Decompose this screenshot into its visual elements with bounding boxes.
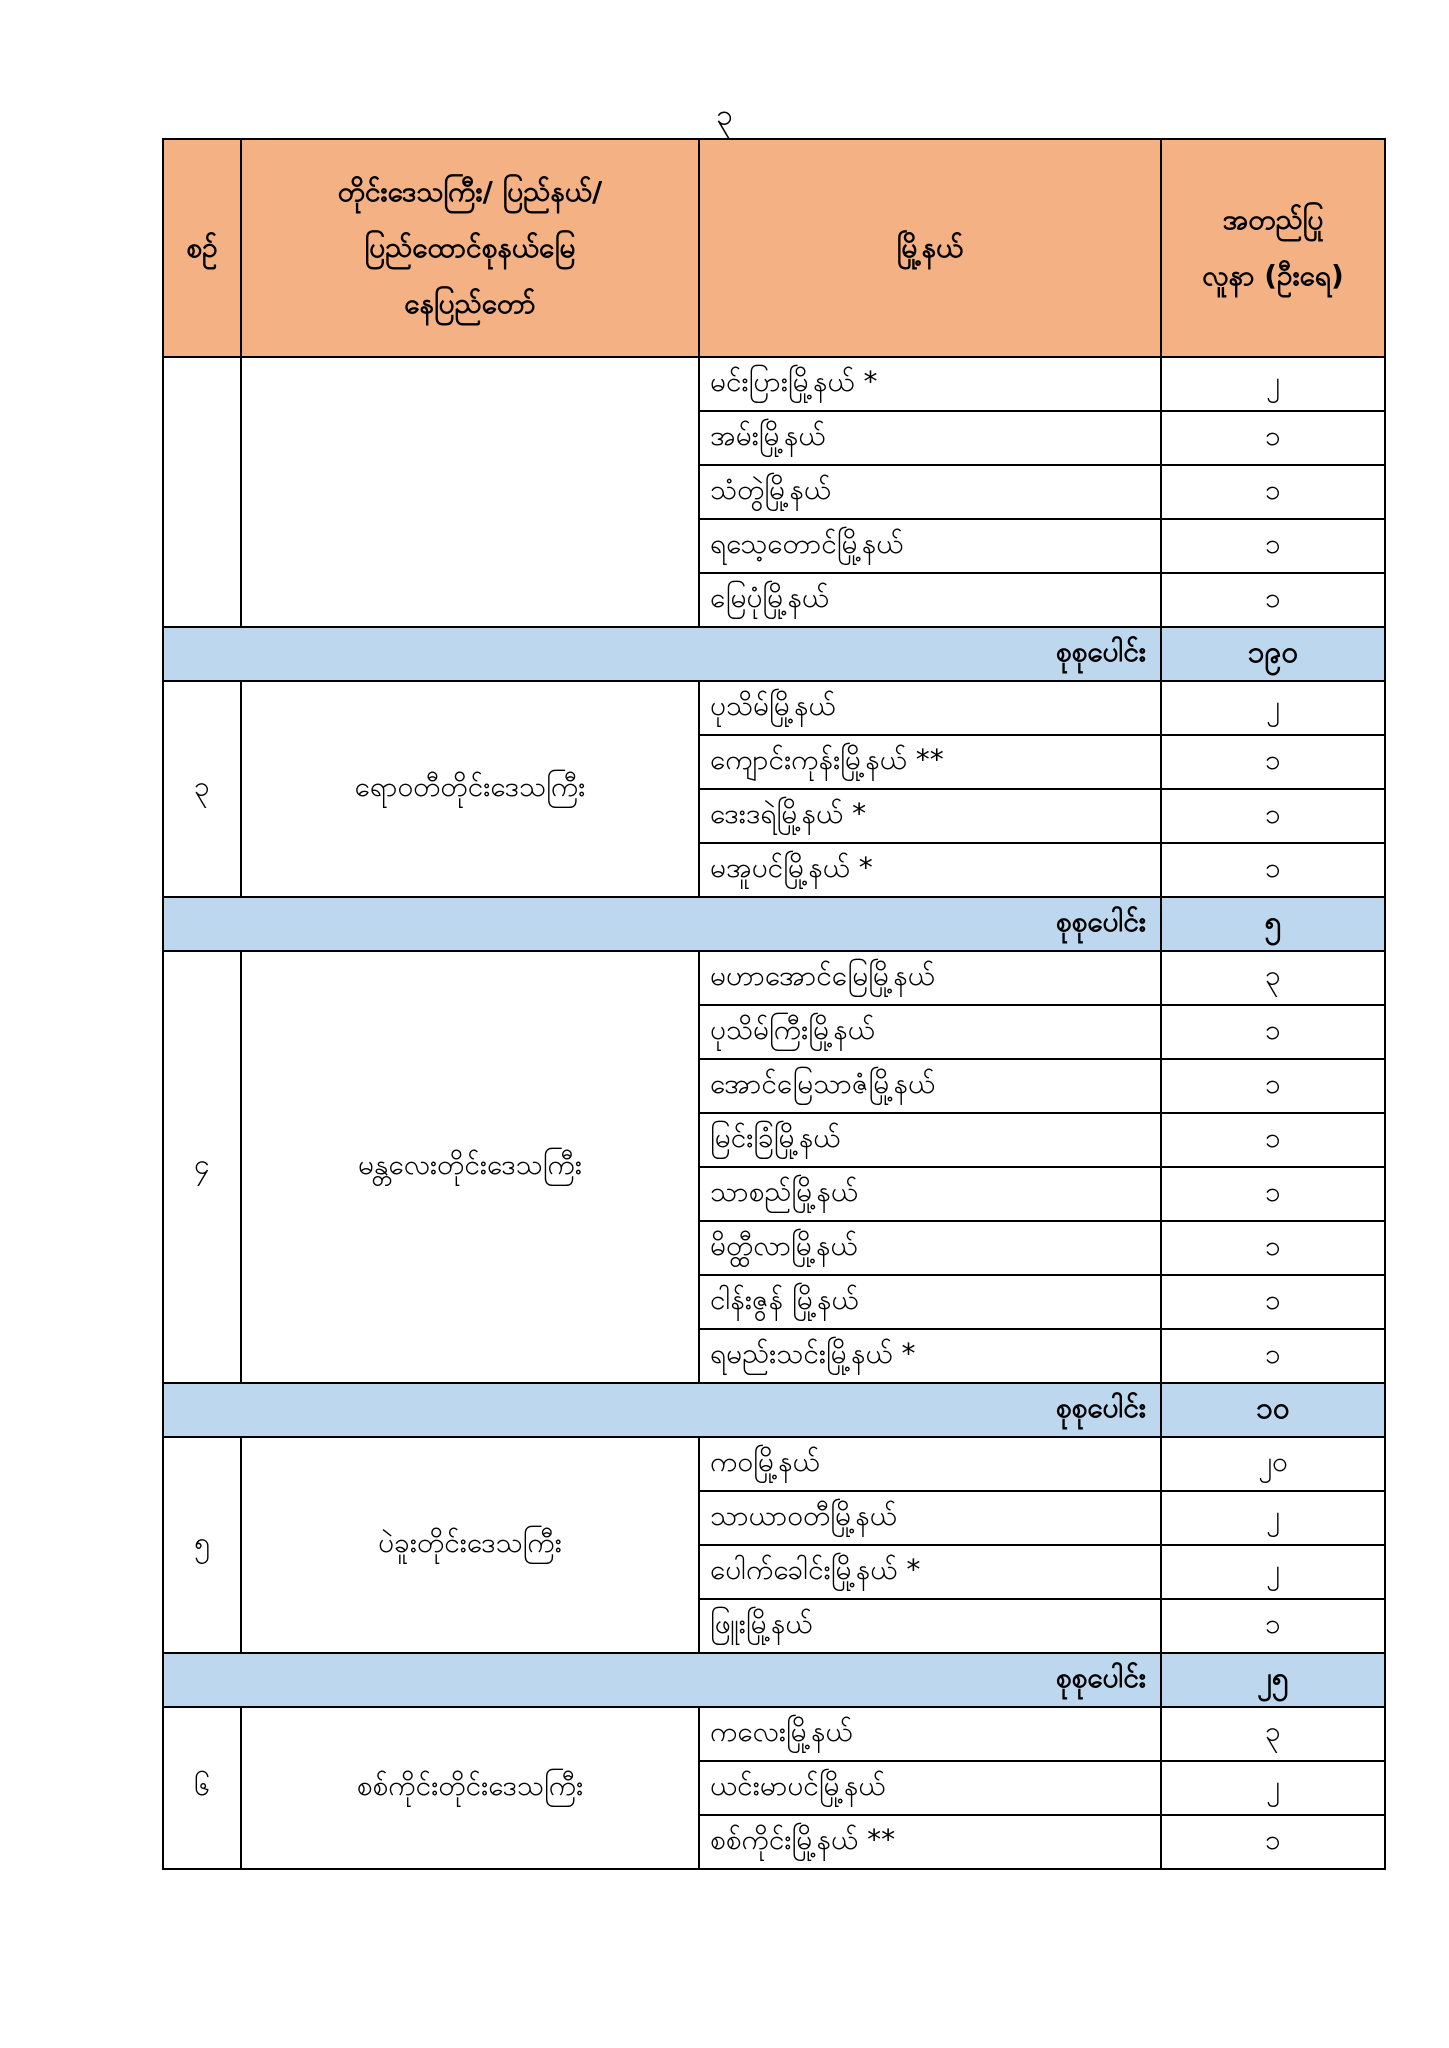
serial-no-cell: ၃: [163, 681, 241, 897]
township-cell: ရသေ့တောင်မြို့နယ်: [699, 519, 1161, 573]
count-cell: ၃: [1161, 951, 1385, 1005]
region-cell: မန္တလေးတိုင်းဒေသကြီး: [241, 951, 699, 1383]
table-row: [163, 1437, 1385, 1491]
subtotal-value: ၂၅: [1161, 1653, 1385, 1707]
township-cell: သံတွဲမြို့နယ်: [699, 465, 1161, 519]
count-cell: ၁: [1161, 1059, 1385, 1113]
township-cell: ပုသိမ်မြို့နယ်: [699, 681, 1161, 735]
count-cell: ၃: [1161, 1707, 1385, 1761]
count-cell: ၁: [1161, 411, 1385, 465]
township-cell: ရမည်းသင်းမြို့နယ် *: [699, 1329, 1161, 1383]
covid-cases-table: [162, 138, 1386, 1870]
serial-no-cell: [163, 357, 241, 627]
township-cell: မြင်းခြံမြို့နယ်: [699, 1113, 1161, 1167]
table-header-row: [163, 139, 1385, 357]
region-cell: ရောဝတီတိုင်းဒေသကြီး: [241, 681, 699, 897]
count-cell: ၂၀: [1161, 1437, 1385, 1491]
township-cell: သာယာဝတီမြို့နယ်: [699, 1491, 1161, 1545]
region-cell: ပဲခူးတိုင်းဒေသကြီး: [241, 1437, 699, 1653]
table-row: [163, 951, 1385, 1005]
subtotal-row: [163, 1383, 1385, 1437]
count-cell: ၁: [1161, 1167, 1385, 1221]
township-cell: မဟာအောင်မြေမြို့နယ်: [699, 951, 1161, 1005]
township-cell: ဖြူးမြို့နယ်: [699, 1599, 1161, 1653]
count-cell: ၁: [1161, 573, 1385, 627]
township-cell: မအူပင်မြို့နယ် *: [699, 843, 1161, 897]
table-row: [163, 681, 1385, 735]
header-count-line: လူနာ (ဦးရေ): [1202, 259, 1344, 292]
subtotal-value: ၁၀: [1161, 1383, 1385, 1437]
township-cell: ယင်းမာပင်မြို့နယ်: [699, 1761, 1161, 1815]
table-row: [163, 357, 1385, 411]
count-cell: ၁: [1161, 843, 1385, 897]
township-cell: ကလေးမြို့နယ်: [699, 1707, 1161, 1761]
count-cell: ၁: [1161, 1329, 1385, 1383]
region-cell: [241, 357, 699, 627]
township-cell: ပုသိမ်ကြီးမြို့နယ်: [699, 1005, 1161, 1059]
serial-no-cell: ၄: [163, 951, 241, 1383]
township-cell: ကျောင်းကုန်းမြို့နယ် **: [699, 735, 1161, 789]
subtotal-row: [163, 1653, 1385, 1707]
serial-no-cell: ၅: [163, 1437, 241, 1653]
subtotal-row: [163, 627, 1385, 681]
header-serial-no: စဉ်: [163, 139, 241, 357]
subtotal-label: စုစုပေါင်း: [163, 1653, 1161, 1707]
header-confirmed-count: [1161, 139, 1385, 357]
count-cell: ၁: [1161, 1599, 1385, 1653]
count-cell: ၁: [1161, 1113, 1385, 1167]
township-cell: သာစည်မြို့နယ်: [699, 1167, 1161, 1221]
subtotal-row: [163, 897, 1385, 951]
township-cell: ငါန်းဇွန် မြို့နယ်: [699, 1275, 1161, 1329]
count-cell: ၁: [1161, 735, 1385, 789]
table-row: [163, 1707, 1385, 1761]
subtotal-label: စုစုပေါင်း: [163, 627, 1161, 681]
township-cell: အောင်မြေသာဇံမြို့နယ်: [699, 1059, 1161, 1113]
township-cell: မိတ္ထီလာမြို့နယ်: [699, 1221, 1161, 1275]
header-region-line: တိုင်းဒေသကြီး/ ပြည်နယ်/: [337, 175, 603, 208]
region-cell: စစ်ကိုင်းတိုင်းဒေသကြီး: [241, 1707, 699, 1869]
header-region-line: နေပြည်တော်: [404, 287, 536, 320]
page-number: ၃: [716, 98, 733, 133]
township-cell: မြေပုံမြို့နယ်: [699, 573, 1161, 627]
count-cell: ၂: [1161, 1545, 1385, 1599]
serial-no-cell: ၆: [163, 1707, 241, 1869]
township-cell: ဒေးဒရဲမြို့နယ် *: [699, 789, 1161, 843]
count-cell: ၁: [1161, 1221, 1385, 1275]
township-cell: ကဝမြို့နယ်: [699, 1437, 1161, 1491]
subtotal-label: စုစုပေါင်း: [163, 897, 1161, 951]
count-cell: ၁: [1161, 789, 1385, 843]
header-count-line: အတည်ပြု: [1222, 203, 1324, 236]
header-township: မြို့နယ်: [699, 139, 1161, 357]
count-cell: ၂: [1161, 681, 1385, 735]
count-cell: ၁: [1161, 1275, 1385, 1329]
count-cell: ၁: [1161, 1005, 1385, 1059]
header-region-line: ပြည်ထောင်စုနယ်မြေ: [364, 231, 576, 264]
header-region: [241, 139, 699, 357]
subtotal-value: ၁၉၀: [1161, 627, 1385, 681]
township-cell: စစ်ကိုင်းမြို့နယ် **: [699, 1815, 1161, 1869]
count-cell: ၁: [1161, 465, 1385, 519]
count-cell: ၂: [1161, 1491, 1385, 1545]
count-cell: ၂: [1161, 357, 1385, 411]
township-cell: မင်းပြားမြို့နယ် *: [699, 357, 1161, 411]
subtotal-value: ၅: [1161, 897, 1385, 951]
township-cell: အမ်းမြို့နယ်: [699, 411, 1161, 465]
subtotal-label: စုစုပေါင်း: [163, 1383, 1161, 1437]
count-cell: ၁: [1161, 1815, 1385, 1869]
count-cell: ၁: [1161, 519, 1385, 573]
township-cell: ပေါက်ခေါင်းမြို့နယ် *: [699, 1545, 1161, 1599]
count-cell: ၂: [1161, 1761, 1385, 1815]
